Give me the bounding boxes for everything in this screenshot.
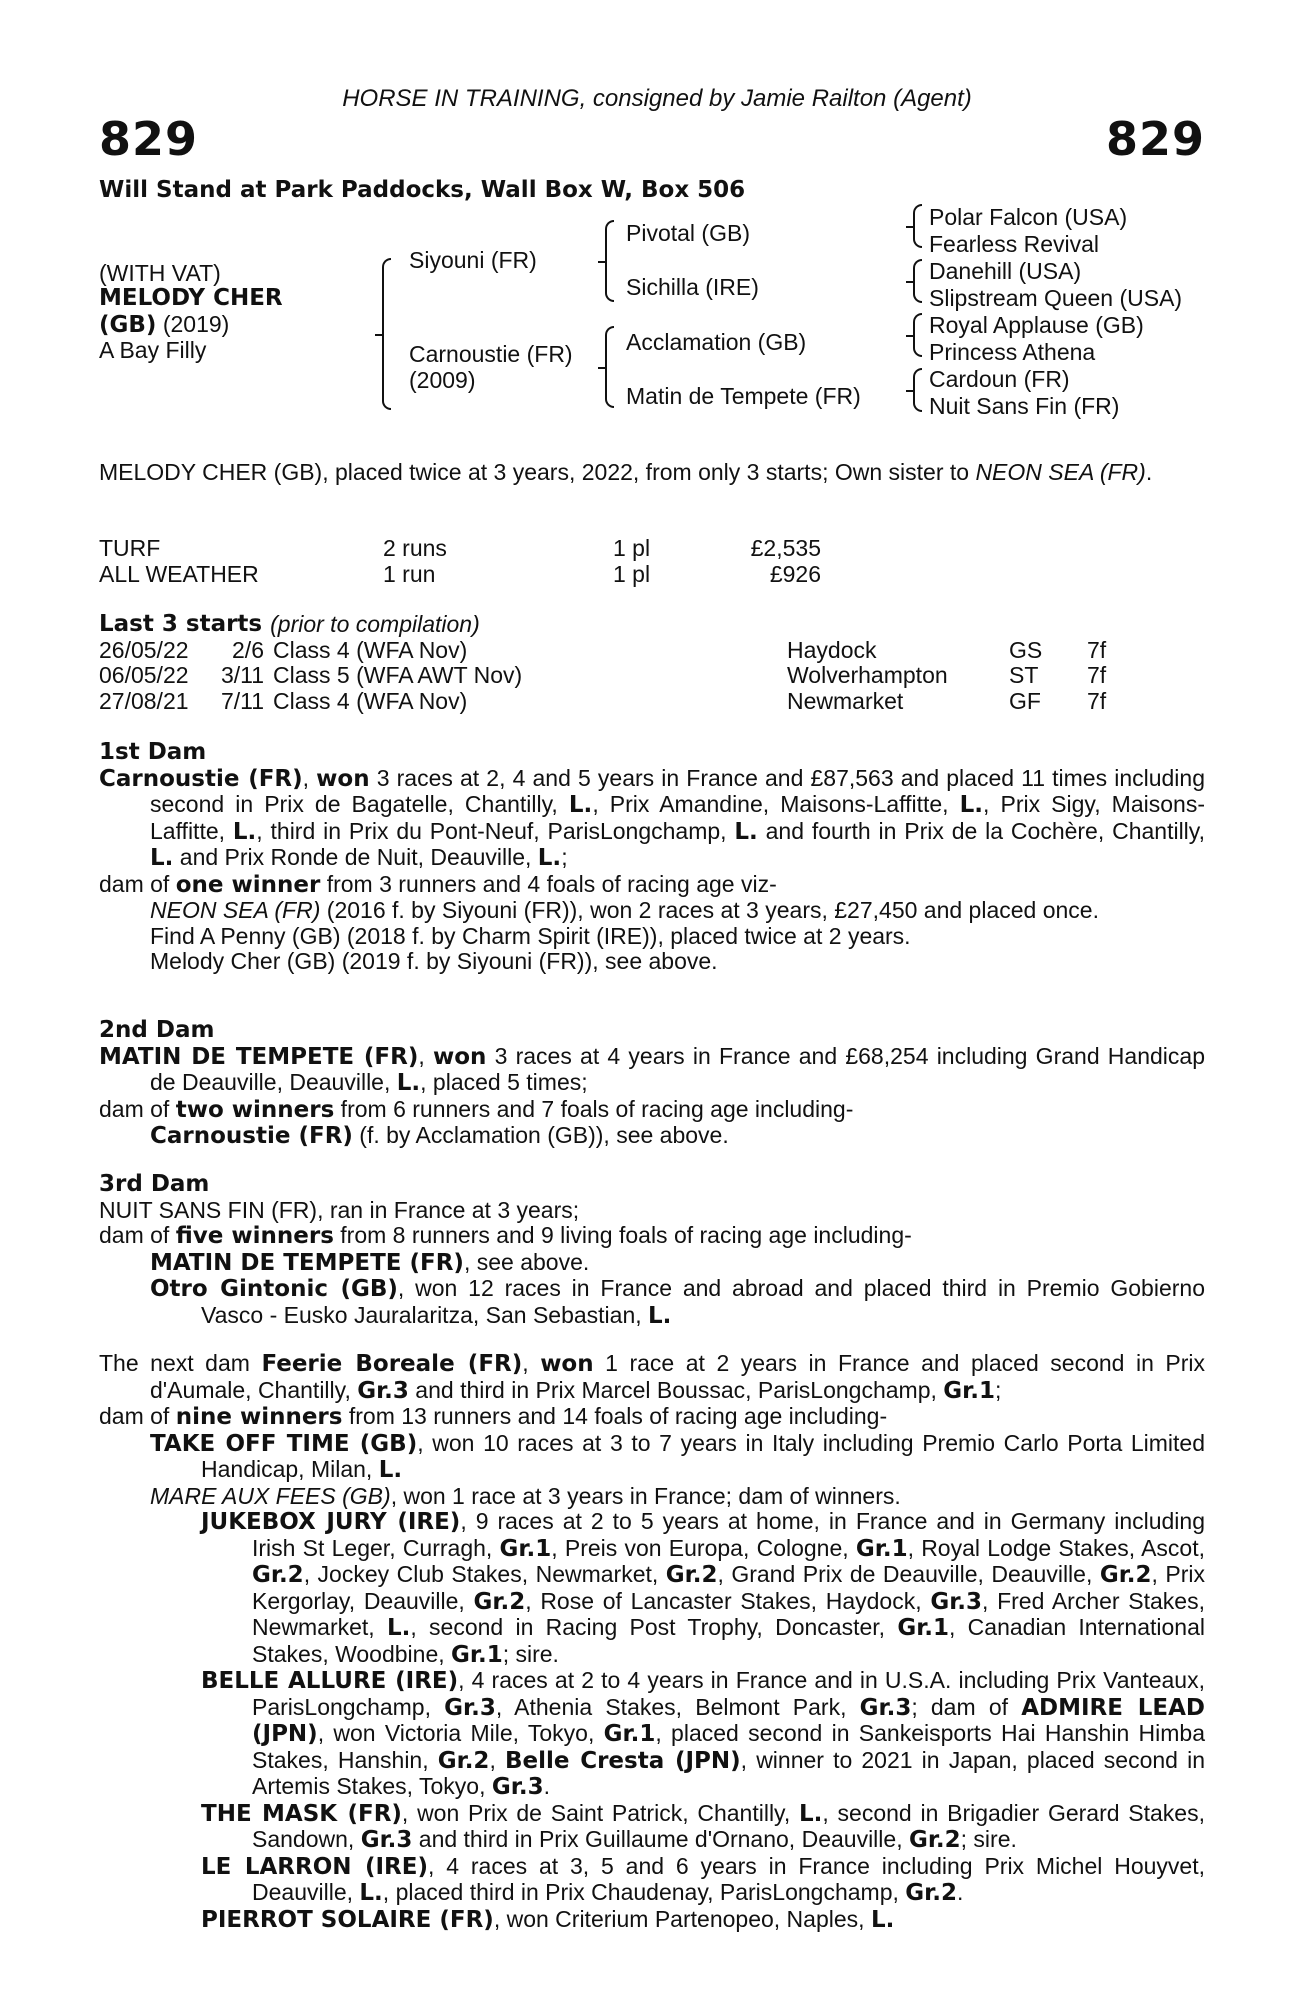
start-course: Haydock <box>787 636 877 663</box>
text: dam of <box>99 1403 176 1429</box>
won-mark: won <box>540 1351 594 1377</box>
summary-paragraph <box>99 460 1256 486</box>
third-dam-record: NUIT SANS FIN (FR), ran in France at 3 years; <box>99 1196 580 1223</box>
grade-mark: L. <box>799 1800 823 1827</box>
text: 3 races at 4 years in France and £68,254 including Grand Handicap de Deauville, Deauville, <box>150 1042 1205 1095</box>
grade-mark: Gr.2 <box>665 1562 718 1588</box>
listed-mark: L. <box>648 1302 672 1329</box>
record-placed: 1 pl <box>613 560 651 587</box>
first-dam-section <box>99 740 1205 975</box>
record-row-turf <box>99 536 1205 562</box>
text: , second in Racing Post Trophy, Doncaster, <box>410 1614 898 1640</box>
text: , Prix Kergorlay, Deauville, <box>252 1561 1206 1614</box>
start-row <box>99 638 1205 664</box>
text: , won Criterium Partenopeo, Naples, <box>493 1905 871 1932</box>
listed-mark: L. <box>734 818 758 845</box>
next-dam-produce <box>99 1404 1205 1431</box>
start-row <box>99 689 1205 715</box>
grade-mark: Gr.1 <box>943 1377 995 1404</box>
foal-line <box>150 1250 1205 1277</box>
pedigree-dd: Matin de Tempete (FR) <box>626 383 861 409</box>
first-dam-record: Carnoustie (FR), won 3 races at 2, 4 and 5 years in France and £87,563 and placed 11 times including second in Prix de Bagatelle, Chantilly, L., Prix Amandine, Maisons-Laffitte, L., Prix Sigy, Maisons-Laffitte, L., third in Prix du Pont-Neuf, ParisLongchamp, L. and fourth in Prix de la Cochère, Chantilly, L. and Prix Ronde de Nuit, Deauville, L.; <box>99 764 1206 871</box>
text: (f. by Acclamation (GB)), see above. <box>352 1122 729 1148</box>
pedigree-sd: Sichilla (IRE) <box>626 274 759 300</box>
pedigree-brace-dd <box>913 368 922 412</box>
start-date: 06/05/22 <box>99 662 189 688</box>
grade-mark: Gr.1 <box>451 1641 503 1668</box>
listed-mark: L. <box>378 1457 403 1483</box>
foal-name: Belle Cresta (JPN) <box>504 1747 741 1774</box>
pedigree-brace-ds <box>913 313 922 357</box>
start-position: 7/11 <box>220 687 264 714</box>
next-dam-record: The next dam Feerie Boreale (FR), won 1 race at 2 years in France and placed second in Prix d'Aumale, Chantilly, Gr.3 and third in Prix Marcel Boussac, ParisLongchamp, Gr.1; <box>99 1350 1206 1404</box>
first-dam-won: won <box>316 765 370 792</box>
text: , third in Prix du Pont-Neuf, ParisLongchamp, <box>256 817 735 844</box>
first-dam-heading: 1st Dam <box>99 739 207 765</box>
text: , Prix Sigy, Maisons-Laffitte, <box>150 791 1205 844</box>
text: dam of <box>99 870 176 897</box>
text: 1 race at 2 years in France and placed second in Prix d'Aumale, Chantilly, <box>150 1350 1206 1403</box>
record-runs: 2 runs <box>383 535 447 561</box>
text: , won Prix de Saint Patrick, Chantilly, <box>401 1799 799 1826</box>
foal-name: MARE AUX FEES (GB) <box>150 1482 391 1509</box>
text: and fourth in Prix de la Cochère, Chantilly, <box>757 817 1205 844</box>
pedigree-brace-sd <box>913 259 922 303</box>
text: , second in Brigadier Gerard Stakes, Sandown, <box>252 1799 1205 1852</box>
second-dam-section <box>99 1018 1205 1150</box>
start-row <box>99 663 1205 689</box>
horse-name: MELODY CHER <box>99 285 283 311</box>
foal-line: Find A Penny (GB) (2018 f. by Charm Spirit (IRE)), placed twice at 2 years. <box>150 922 911 949</box>
grade-mark: Gr.1 <box>499 1535 552 1562</box>
horse-country: (GB) <box>99 312 157 338</box>
pedigree-brace-main <box>382 258 391 410</box>
grade-mark: L. <box>386 1615 411 1641</box>
grade-mark: Gr.3 <box>360 1827 413 1853</box>
grandfoal-pierrot-solaire <box>201 1907 1205 1934</box>
text: , Prix Amandine, Maisons-Laffitte, <box>592 791 960 817</box>
pedigree-ss: Pivotal (GB) <box>626 220 750 246</box>
second-dam-name: MATIN DE TEMPETE (FR) <box>99 1043 419 1070</box>
last-starts-note: (prior to compilation) <box>270 611 480 637</box>
foal-line <box>150 1484 1205 1510</box>
pedigree-dam-year: (2009) <box>409 367 476 393</box>
start-distance: 7f <box>1087 636 1107 663</box>
grade-mark: Gr.2 <box>908 1827 961 1853</box>
text: , placed 5 times; <box>420 1069 588 1095</box>
text: , see above. <box>463 1248 590 1275</box>
stand-location: Will Stand at Park Paddocks, Wall Box W, Box 506 <box>99 177 746 203</box>
foal-name: LE LARRON (IRE) <box>201 1853 428 1880</box>
text: . <box>543 1773 550 1799</box>
start-date: 26/05/22 <box>99 636 189 663</box>
pedigree-dds: Cardoun (FR) <box>929 366 1070 392</box>
text: , won 12 races in France and abroad and placed third in Premio Gobierno Vasco - Eusko Jauralaritza, San Sebastian, <box>201 1275 1205 1328</box>
record-placed: 1 pl <box>613 535 651 561</box>
foal-name: BELLE ALLURE (IRE) <box>201 1668 459 1694</box>
winners-count: one winner <box>175 871 321 898</box>
foal-name: PIERROT SOLAIRE (FR) <box>201 1906 494 1933</box>
start-position: 2/6 <box>232 636 264 663</box>
text: , 4 races at 2 to 4 years in France and in U.S.A. including Prix Vanteaux, ParisLongchamp, <box>252 1667 1205 1720</box>
grade-mark: Gr.2 <box>252 1562 304 1588</box>
pedigree-sire: Siyouni (FR) <box>409 247 537 273</box>
text: from 13 runners and 14 foals of racing age including- <box>342 1403 888 1429</box>
start-course: Newmarket <box>787 687 904 714</box>
text: and third in Prix Guillaume d'Ornano, Deauville, <box>412 1826 909 1852</box>
text: , placed third in Prix Chaudenay, ParisLongchamp, <box>382 1879 906 1905</box>
grade-mark: Gr.2 <box>473 1588 526 1615</box>
text: 3 races at 2, 4 and 5 years in France and £87,563 and placed 11 times including second in Prix de Bagatelle, Chantilly, <box>150 764 1206 817</box>
pedigree-dss: Royal Applause (GB) <box>929 312 1144 338</box>
third-dam-produce <box>99 1223 1205 1250</box>
next-dam-name: Feerie Boreale (FR) <box>261 1351 523 1377</box>
foal-name: Carnoustie (FR) <box>150 1123 353 1149</box>
grade-mark: Gr.3 <box>444 1694 496 1721</box>
second-dam-heading: 2nd Dam <box>99 1017 215 1043</box>
lot-number-right: 829 <box>1105 112 1205 166</box>
start-race: Class 4 (WFA Nov) <box>273 636 468 663</box>
horse-year: (2019) <box>162 311 230 337</box>
start-distance: 7f <box>1087 687 1107 714</box>
start-going: GS <box>1009 636 1043 663</box>
start-race: Class 5 (WFA AWT Nov) <box>273 662 523 688</box>
pedigree-dsd: Princess Athena <box>929 339 1096 365</box>
grandfoal-le-larron <box>201 1854 1205 1907</box>
second-dam-record: MATIN DE TEMPETE (FR), won 3 races at 4 years in France and £68,254 including Grand Handicap de Deauville, Deauville, L., placed 5 times; <box>99 1042 1205 1096</box>
horse-country-year <box>99 312 229 338</box>
pedigree-sss: Polar Falcon (USA) <box>929 204 1128 230</box>
grandfoal-the-mask <box>201 1801 1205 1854</box>
foal-line <box>150 1276 1205 1329</box>
second-dam-produce <box>99 1097 1205 1124</box>
second-dam-won: won <box>432 1043 487 1070</box>
grade-mark: Gr.3 <box>357 1377 409 1404</box>
summary-end: . <box>1145 459 1153 485</box>
text: , Rose of Lancaster Stakes, Haydock, <box>525 1587 931 1614</box>
text: , <box>489 1746 505 1773</box>
next-dam-section <box>99 1351 1205 1933</box>
foal-name: NEON SEA (FR) <box>150 897 321 923</box>
text: from 8 runners and 9 living foals of racing age including- <box>333 1222 912 1248</box>
foal-line <box>150 898 1205 924</box>
text: dam of <box>99 1095 176 1122</box>
text: , placed second in Sankeisports Hai Hanshin Himba Stakes, Hanshin, <box>252 1720 1206 1773</box>
start-distance: 7f <box>1087 662 1107 688</box>
start-going: GF <box>1009 687 1041 714</box>
text: , Preis von Europa, Cologne, <box>551 1534 856 1561</box>
text: ; sire. <box>502 1640 559 1667</box>
last-starts <box>99 612 1205 714</box>
text: , won Victoria Mile, Tokyo, <box>317 1720 604 1746</box>
grandfoal-belle-allure <box>201 1668 1205 1801</box>
text: , won 10 races at 3 to 7 years in Italy including Premio Carlo Porta Limited Handicap, Milan, <box>201 1429 1206 1482</box>
grade-mark: Gr.3 <box>491 1774 544 1800</box>
first-dam-produce <box>99 872 1205 899</box>
text: , won 1 race at 3 years in France; dam of winners. <box>390 1482 901 1509</box>
pedigree-ddd: Nuit Sans Fin (FR) <box>929 393 1120 419</box>
winners-count: five winners <box>175 1223 334 1249</box>
grade-mark: Gr.1 <box>603 1721 656 1747</box>
listed-mark: L. <box>150 845 174 871</box>
grade-mark: Gr.1 <box>897 1615 949 1641</box>
record-surface: TURF <box>99 535 161 561</box>
text: . <box>956 1879 964 1905</box>
text: from 6 runners and 7 foals of racing age including- <box>334 1095 854 1122</box>
text: , 4 races at 3, 5 and 6 years in France including Prix Michel Houyvet, Deauville, <box>252 1852 1205 1905</box>
text: , winner to 2021 in Japan, placed second in Artemis Stakes, Tokyo, <box>252 1746 1205 1799</box>
listed-mark: L. <box>568 792 593 818</box>
grade-mark: Gr.2 <box>905 1880 957 1906</box>
grade-mark: Gr.2 <box>1099 1562 1152 1588</box>
summary-text: MELODY CHER (GB), placed twice at 3 years, 2022, from only 3 starts; Own sister to <box>99 459 976 485</box>
foal-name: THE MASK (FR) <box>201 1800 402 1827</box>
foal-line <box>150 1431 1205 1484</box>
last-starts-heading <box>99 612 1205 638</box>
race-record <box>99 536 1205 587</box>
text: , Jockey Club Stakes, Newmarket, <box>303 1561 666 1587</box>
pedigree-sds: Danehill (USA) <box>929 258 1082 284</box>
record-earnings: £926 <box>769 560 821 587</box>
foal-name: ADMIRE LEAD (JPN) <box>252 1694 1206 1747</box>
grade-mark: L. <box>870 1906 895 1933</box>
text: , Royal Lodge Stakes, Ascot, <box>907 1534 1205 1561</box>
text: ; <box>994 1376 1002 1403</box>
pedigree-dam: Carnoustie (FR) <box>409 341 573 367</box>
foal-line <box>150 1123 1205 1150</box>
lot-number-left: 829 <box>99 112 199 166</box>
pedigree-ds: Acclamation (GB) <box>626 329 807 355</box>
grade-mark: Gr.3 <box>859 1694 912 1721</box>
third-dam-heading: 3rd Dam <box>99 1171 210 1197</box>
record-runs: 1 run <box>383 560 436 587</box>
text: , Athenia Stakes, Belmont Park, <box>495 1693 860 1720</box>
foal-name: MATIN DE TEMPETE (FR) <box>150 1249 464 1276</box>
listed-mark: L. <box>232 818 257 845</box>
start-course: Wolverhampton <box>787 662 948 688</box>
text: The next dam <box>99 1350 262 1376</box>
horse-description: A Bay Filly <box>99 337 207 363</box>
first-dam-name: Carnoustie (FR) <box>99 765 303 792</box>
text: , Canadian International Stakes, Woodbine, <box>252 1614 1205 1667</box>
grade-mark: Gr.2 <box>437 1747 490 1774</box>
grade-mark: Gr.3 <box>930 1588 982 1615</box>
text: ; dam of <box>911 1693 1022 1720</box>
vat-note: (WITH VAT) <box>99 260 221 286</box>
last-starts-title: Last 3 starts <box>99 611 263 637</box>
listed-mark: L. <box>396 1070 421 1096</box>
start-date: 27/08/21 <box>99 687 189 714</box>
consignment-line: HORSE IN TRAINING, consigned by Jamie Railton (Agent) <box>342 85 972 112</box>
summary-sibling: NEON SEA (FR) <box>975 459 1146 485</box>
text: and Prix Ronde de Nuit, Deauville, <box>173 844 538 870</box>
text: from 3 runners and 4 foals of racing age viz- <box>320 870 777 897</box>
pedigree-brace-dam <box>605 326 614 408</box>
pedigree-brace-ss <box>913 204 922 248</box>
record-row-aw <box>99 562 1205 588</box>
foal-name: TAKE OFF TIME (GB) <box>150 1430 418 1457</box>
record-surface: ALL WEATHER <box>99 560 259 587</box>
start-going: ST <box>1009 662 1039 688</box>
record-earnings: £2,535 <box>750 535 821 561</box>
winners-count: two winners <box>175 1096 335 1123</box>
third-dam-section <box>99 1172 1205 1329</box>
grade-mark: Gr.1 <box>855 1535 908 1562</box>
text: dam of <box>99 1222 176 1248</box>
text: , 9 races at 2 to 5 years at home, in France and in Germany including Irish St Leger, Curragh, <box>252 1508 1206 1561</box>
foal-name: JUKEBOX JURY (IRE) <box>201 1509 461 1535</box>
text: , Grand Prix de Deauville, Deauville, <box>717 1561 1100 1587</box>
start-race: Class 4 (WFA Nov) <box>273 687 468 714</box>
text: , Fred Archer Stakes, Newmarket, <box>252 1587 1205 1640</box>
text: ; <box>561 844 568 870</box>
pedigree-sdd: Slipstream Queen (USA) <box>929 285 1183 311</box>
listed-mark: L. <box>537 845 562 871</box>
foal-line: Melody Cher (GB) (2019 f. by Siyouni (FR)), see above. <box>150 948 718 974</box>
foal-name: Otro Gintonic (GB) <box>150 1276 398 1302</box>
text: and third in Prix Marcel Boussac, ParisLongchamp, <box>408 1376 944 1403</box>
listed-mark: L. <box>959 792 984 818</box>
grade-mark: L. <box>359 1880 383 1906</box>
pedigree-ssd: Fearless Revival <box>929 231 1099 257</box>
winners-count: nine winners <box>175 1404 343 1430</box>
grandfoal-jukebox-jury <box>201 1509 1205 1668</box>
pedigree-brace-sire <box>605 220 614 302</box>
text: (2016 f. by Siyouni (FR)), won 2 races at 3 years, £27,450 and placed once. <box>320 897 1099 923</box>
start-position: 3/11 <box>220 662 264 688</box>
text: ; sire. <box>960 1826 1017 1852</box>
